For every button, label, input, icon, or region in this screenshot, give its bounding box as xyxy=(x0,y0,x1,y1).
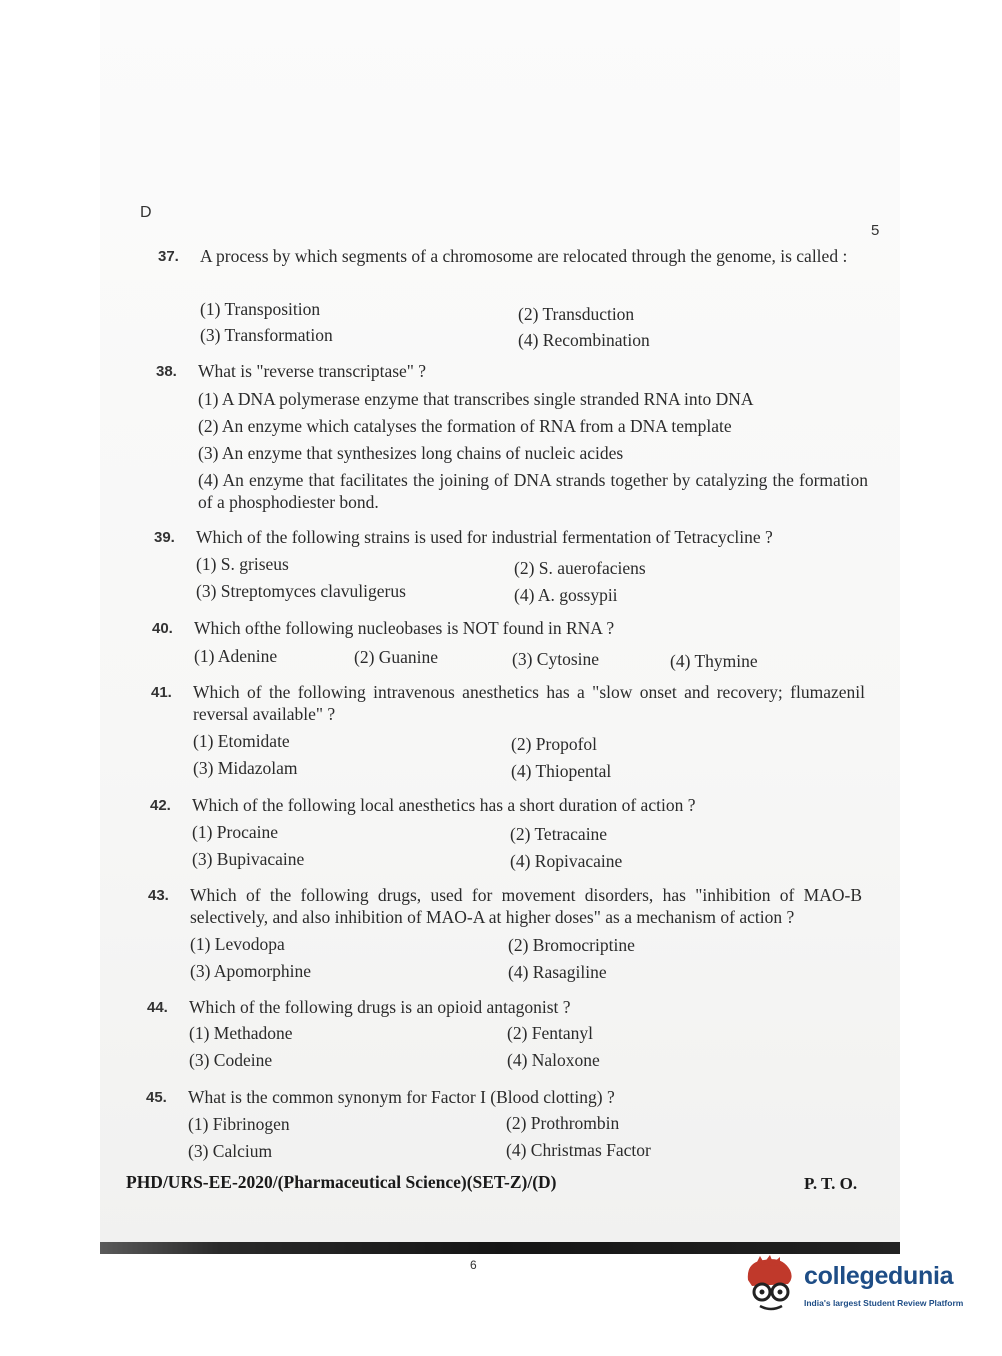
option-2: (2) Tetracaine xyxy=(510,824,608,844)
option-4: (4) Recombination xyxy=(518,330,650,350)
question-number: 43. xyxy=(148,887,169,904)
option-4: (4) Ropivacaine xyxy=(510,851,623,871)
option-2: (2) Transduction xyxy=(518,304,635,324)
option-4: (4) A. gossypii xyxy=(514,585,618,605)
option-1: (1) S. griseus xyxy=(196,554,289,574)
option-2: (2) Bromocriptine xyxy=(508,935,635,955)
question-text: Which of the following drugs is an opioid antagonist ? xyxy=(189,997,571,1017)
option-4: (4) An enzyme that facilitates the joining of DNA strands together by catalyzing the formation of a phosphodiester bond. xyxy=(198,470,868,512)
page-bottom-edge xyxy=(100,1242,900,1254)
question-text: What is the common synonym for Factor I (Blood clotting) ? xyxy=(188,1087,615,1107)
option-2: (2) Propofol xyxy=(511,734,598,754)
option-1: (1) Methadone xyxy=(189,1023,293,1043)
question-text: Which of the following drugs, used for movement disorders, has "inhibition of MAO-B selectively, and also inhibition of MAO-A at higher doses" as a mechanism of action ? xyxy=(190,885,862,927)
option-1: (1) Procaine xyxy=(192,822,279,842)
question-text: Which of the following strains is used for industrial fermentation of Tetracycline ? xyxy=(196,527,773,547)
option-3: (3) An enzyme that synthesizes long chains of nucleic acides xyxy=(198,443,624,463)
question-number: 44. xyxy=(147,999,168,1016)
option-2: (2) Fentanyl xyxy=(507,1023,594,1043)
question-text: Which ofthe following nucleobases is NOT found in RNA ? xyxy=(194,618,615,638)
brand-tagline: India's largest Student Review Platform xyxy=(804,1298,964,1308)
option-4: (4) Naloxone xyxy=(507,1050,600,1070)
option-2: (2) S. auerofaciens xyxy=(514,558,646,578)
option-4: (4) Rasagiline xyxy=(508,962,607,982)
option-2: (2) Prothrombin xyxy=(506,1113,620,1133)
option-3: (3) Cytosine xyxy=(512,649,600,669)
question-number: 45. xyxy=(146,1089,167,1106)
question-text: What is "reverse transcriptase" ? xyxy=(198,361,427,381)
option-4: (4) Christmas Factor xyxy=(506,1140,651,1160)
question-text: Which of the following intravenous anesthetics has a "slow onset and recovery; flumazenil reversal available" ? xyxy=(193,682,865,724)
question-number: 41. xyxy=(151,684,172,701)
option-3: (3) Streptomyces clavuligerus xyxy=(196,581,406,601)
option-4: (4) Thiopental xyxy=(511,761,612,781)
question-number: 40. xyxy=(152,620,173,637)
set-letter: D xyxy=(140,204,152,221)
question-number: 39. xyxy=(154,529,175,546)
question-text: A process by which segments of a chromosome are relocated through the genome, is called : xyxy=(200,246,848,266)
option-2: (2) An enzyme which catalyses the formation of RNA from a DNA template xyxy=(198,416,732,436)
option-1: (1) Adenine xyxy=(194,646,278,666)
option-1: (1) Fibrinogen xyxy=(188,1114,290,1134)
page-number: 5 xyxy=(871,222,880,239)
option-3: (3) Transformation xyxy=(200,325,333,345)
brand-logo[interactable] xyxy=(742,1254,972,1324)
scan-page-number: 6 xyxy=(470,1258,477,1272)
option-3: (3) Apomorphine xyxy=(190,961,312,981)
question-number: 42. xyxy=(150,797,171,814)
option-2: (2) Guanine xyxy=(354,647,439,667)
option-1: (1) Transposition xyxy=(200,299,321,319)
option-3: (3) Codeine xyxy=(189,1050,273,1070)
option-3: (3) Bupivacaine xyxy=(192,849,305,869)
option-1: (1) Levodopa xyxy=(190,934,285,954)
option-3: (3) Calcium xyxy=(188,1141,273,1161)
option-1: (1) A DNA polymerase enzyme that transcribes single stranded RNA into DNA xyxy=(198,389,754,409)
option-1: (1) Etomidate xyxy=(193,731,290,751)
student-mascot-icon xyxy=(742,1254,800,1318)
pto-label: P. T. O. xyxy=(804,1174,858,1193)
option-3: (3) Midazolam xyxy=(193,758,298,778)
question-number: 38. xyxy=(156,363,177,380)
question-number: 37. xyxy=(158,248,179,265)
option-4: (4) Thymine xyxy=(670,651,758,671)
exam-code: PHD/URS-EE-2020/(Pharmaceutical Science)(SET-Z)/(D) xyxy=(126,1172,557,1192)
brand-name: collegedunia xyxy=(804,1262,954,1290)
question-text: Which of the following local anesthetics has a short duration of action ? xyxy=(192,795,696,815)
